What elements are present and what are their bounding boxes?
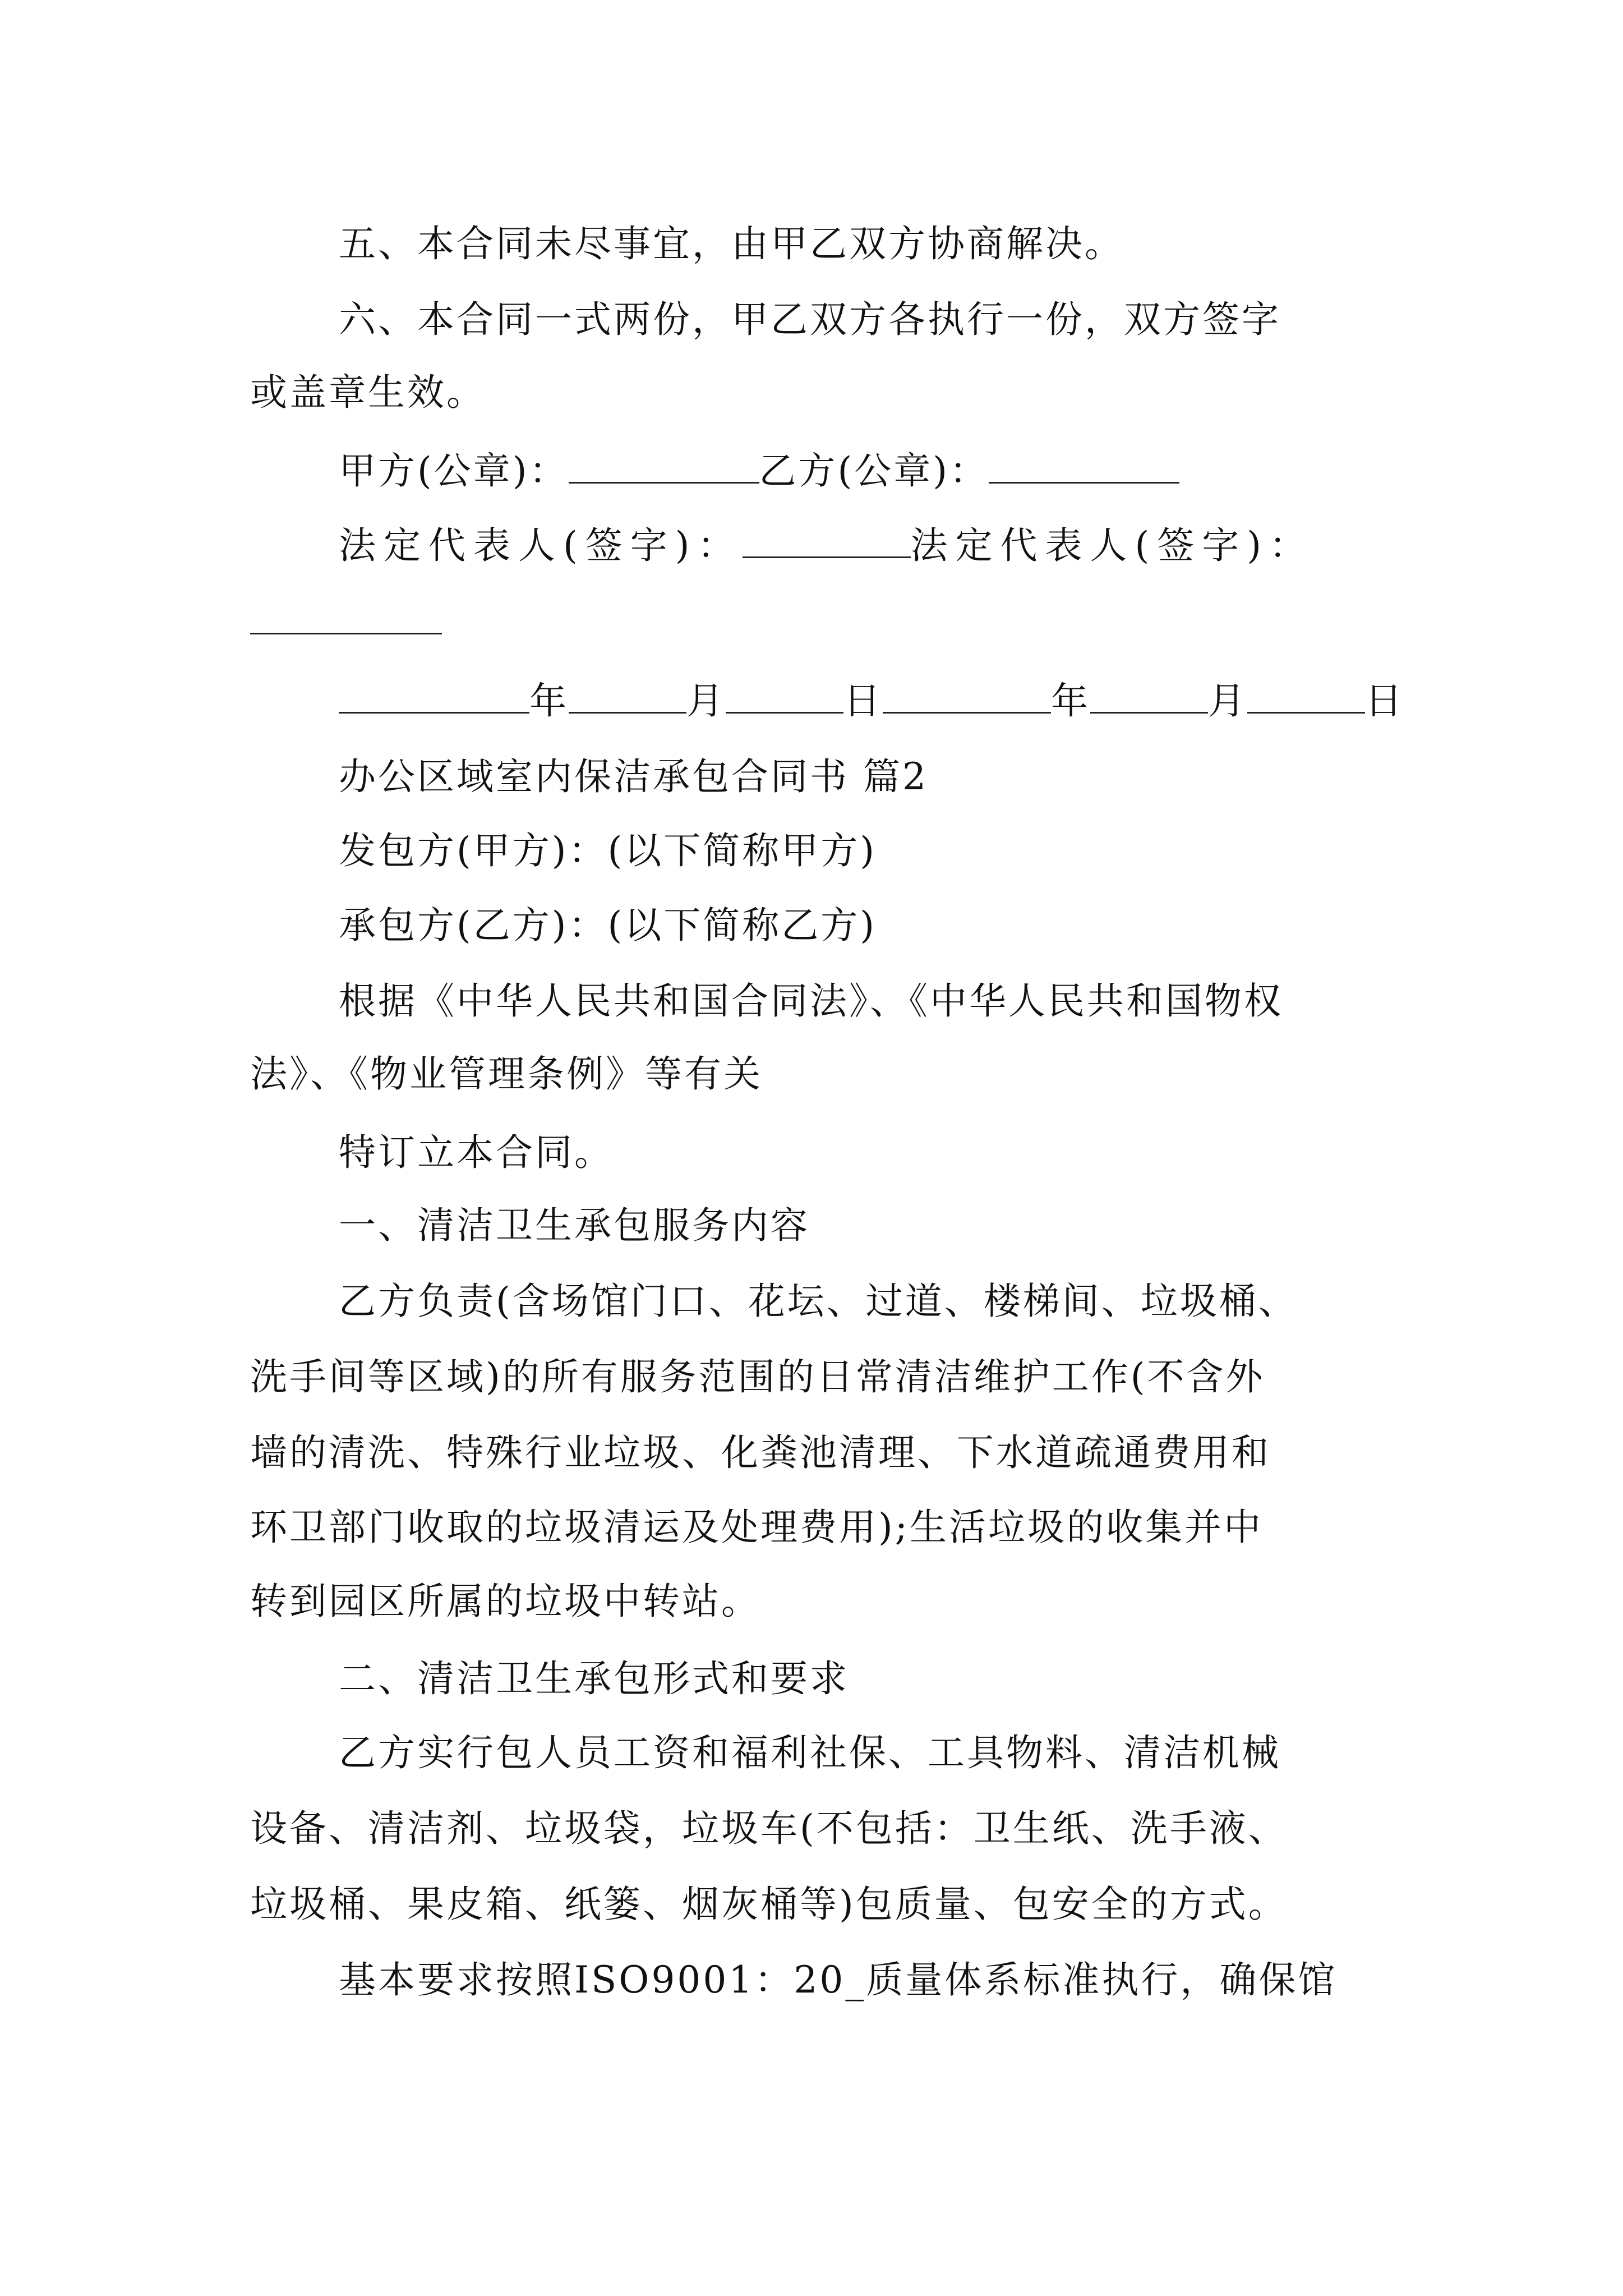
party-a-rep-label: 法定代表人(签字)：	[339, 524, 743, 567]
clause-five: 五、本合同未尽事宜，由甲乙双方协商解决。	[339, 222, 1124, 265]
party-a-line: 发包方(甲方)：(以下简称甲方)	[339, 829, 877, 872]
contract-title: 办公区域室内保洁承包合同书 篇2	[339, 755, 928, 798]
basis-line3: 特订立本合同。	[339, 1131, 614, 1174]
party-b-day-blank	[1247, 678, 1365, 714]
basis-line1: 根据《中华人民共和国合同法》、《中华人民共和国物权	[339, 979, 1283, 1023]
party-b-line: 承包方(乙方)：(以下简称乙方)	[339, 904, 877, 947]
party-a-month-blank	[569, 678, 686, 714]
party-b-rep-label: 法定代表人(签字)：	[910, 524, 1314, 567]
party-b-rep-blank	[250, 633, 442, 634]
section-two-title: 二、清洁卫生承包形式和要求	[339, 1657, 849, 1700]
section-two-line3: 垃圾桶、果皮箱、纸篓、烟灰桶等)包质量、包安全的方式。	[250, 1883, 1288, 1926]
section-one-line1: 乙方负责(含场馆门口、花坛、过道、楼梯间、垃圾桶、	[339, 1280, 1298, 1323]
party-b-year-blank	[883, 678, 1051, 714]
section-two-line1: 乙方实行包人员工资和福利社保、工具物料、清洁机械	[339, 1731, 1281, 1774]
party-b-seal-label: 乙方(公章)：	[759, 449, 989, 493]
party-a-day-blank	[726, 678, 843, 714]
party-b-month-label: 月	[1208, 679, 1247, 723]
party-a-day-label: 日	[843, 679, 883, 723]
section-one-line2: 洗手间等区域)的所有服务范围的日常清洁维护工作(不含外	[250, 1355, 1265, 1398]
clause-six-line2: 或盖章生效。	[250, 371, 486, 414]
party-a-year-blank	[339, 678, 529, 714]
party-b-seal-blank	[989, 448, 1179, 484]
section-two-line2: 设备、清洁剂、垃圾袋，垃圾车(不包括：卫生纸、洗手液、	[250, 1807, 1288, 1850]
party-a-month-label: 月	[686, 679, 726, 723]
party-a-rep-blank	[743, 523, 911, 558]
basis-line2: 法》、《物业管理条例》等有关	[250, 1052, 763, 1096]
section-one-title: 一、清洁卫生承包服务内容	[339, 1204, 810, 1247]
section-one-line4: 环卫部门收取的垃圾清运及处理费用);生活垃圾的收集并中	[250, 1506, 1263, 1549]
party-b-day-label: 日	[1365, 679, 1404, 723]
section-one-line5: 转到园区所属的垃圾中转站。	[250, 1580, 760, 1623]
party-b-month-blank	[1090, 678, 1208, 714]
party-a-seal-label: 甲方(公章)：	[339, 449, 569, 493]
section-two-line4: 基本要求按照ISO9001：20_质量体系标准执行，确保馆	[339, 1958, 1338, 2001]
party-b-year-label: 年	[1051, 679, 1090, 723]
clause-six-line1: 六、本合同一式两份，甲乙双方各执行一份，双方签字	[339, 298, 1281, 341]
party-a-year-label: 年	[529, 679, 569, 723]
party-a-seal-blank	[569, 448, 759, 484]
date-line	[339, 676, 1404, 726]
section-one-line3: 墙的清洗、特殊行业垃圾、化粪池清理、下水道疏通费用和	[250, 1431, 1271, 1474]
seal-line	[339, 446, 1179, 496]
representative-line	[339, 521, 1314, 571]
